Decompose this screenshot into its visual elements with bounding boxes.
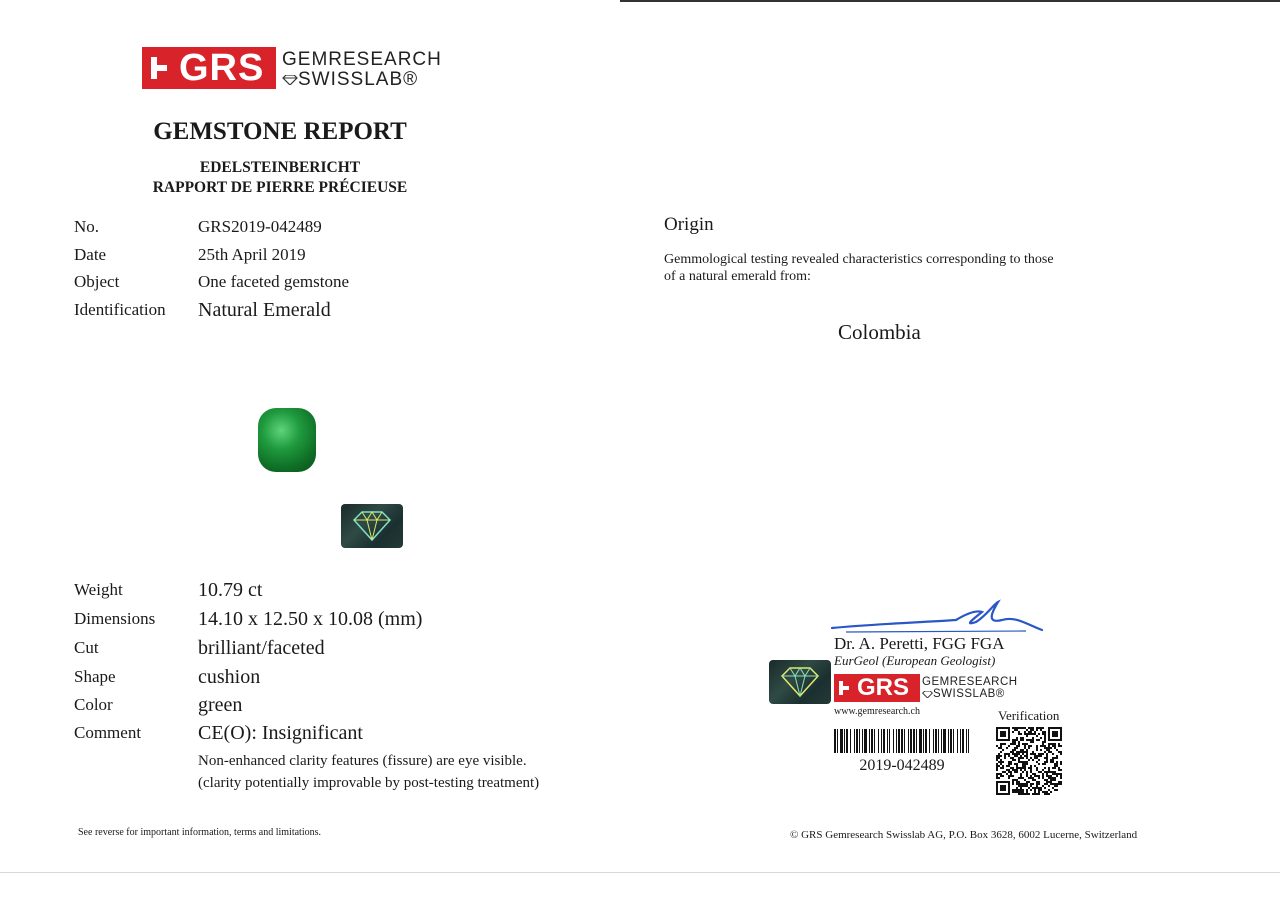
logo-small-line-2-row xyxy=(922,688,1018,700)
comment-notes xyxy=(198,750,539,794)
label-object: Object xyxy=(74,272,120,291)
origin-text-line-1: Gemmological testing revealed characteristics corresponding to those xyxy=(664,252,1054,267)
hologram-diamond-icon xyxy=(350,509,394,543)
hologram-sticker xyxy=(341,504,403,548)
value-cut: brilliant/faceted xyxy=(198,637,325,659)
logo-word-small: GRS xyxy=(857,674,910,701)
value-comment: CE(O): Insignificant xyxy=(198,722,363,744)
comment-note-2: (clarity potentially improvable by post-testing treatment) xyxy=(198,775,540,791)
value-object: One faceted gemstone xyxy=(198,272,350,291)
hologram-diamond-icon-2 xyxy=(778,665,822,699)
label-dimensions: Dimensions xyxy=(74,609,156,628)
report-title: GEMSTONE REPORT xyxy=(153,118,407,145)
subtitle-french: RAPPORT DE PIERRE PRÉCIEUSE xyxy=(152,179,408,196)
verification-label: Verification xyxy=(998,708,1060,723)
label-color: Color xyxy=(74,695,113,714)
origin-text xyxy=(664,251,1104,285)
label-date: Date xyxy=(74,245,107,264)
origin-text-line-2: of a natural emerald from: xyxy=(664,269,811,284)
origin-heading: Origin xyxy=(664,214,714,235)
verification-qr-code[interactable] xyxy=(996,727,1062,795)
logo-subtitle xyxy=(282,50,442,90)
footer-copyright: © GRS Gemresearch Swisslab AG, P.O. Box 3628, 6002 Lucerne, Switzerland xyxy=(790,829,1138,841)
signatory-name: Dr. A. Peretti, FGG FGA xyxy=(834,634,1005,653)
logo-subtitle-small xyxy=(922,676,1018,700)
logo-small-line-2: SWISSLAB® xyxy=(933,688,1005,700)
diamond-icon-small xyxy=(922,691,933,698)
barcode xyxy=(834,729,970,753)
label-shape: Shape xyxy=(74,667,116,686)
swiss-cross-icon-small xyxy=(839,681,853,695)
value-date: 25th April 2019 xyxy=(198,245,306,264)
bottom-rule xyxy=(0,872,1280,873)
origin-country: Colombia xyxy=(838,320,921,344)
value-no: GRS2019-042489 xyxy=(198,217,322,236)
grs-logo xyxy=(142,47,276,89)
label-no: No. xyxy=(74,217,100,236)
subtitle-german: EDELSTEINBERICHT xyxy=(199,159,361,176)
grs-logo-small xyxy=(834,674,920,702)
top-rule xyxy=(620,0,1280,2)
value-dimensions: 14.10 x 12.50 x 10.08 (mm) xyxy=(198,608,423,630)
barcode-number: 2019-042489 xyxy=(859,757,945,774)
logo-word: GRS xyxy=(179,47,265,89)
label-weight: Weight xyxy=(74,580,123,599)
label-cut: Cut xyxy=(74,638,99,657)
logo-small-line-1: GEMRESEARCH xyxy=(922,676,1018,688)
comment-note-1: Non-enhanced clarity features (fissure) are eye visible. xyxy=(198,753,527,769)
signatory-title: EurGeol (European Geologist) xyxy=(834,653,996,668)
label-identification: Identification xyxy=(74,300,166,319)
value-weight: 10.79 ct xyxy=(198,579,263,601)
website-link[interactable]: www.gemresearch.ch xyxy=(834,706,920,717)
label-comment: Comment xyxy=(74,723,142,742)
value-color: green xyxy=(198,694,243,716)
diamond-icon xyxy=(282,75,298,85)
value-shape: cushion xyxy=(198,666,261,688)
hologram-sticker-2 xyxy=(769,660,831,704)
logo-line-2-row xyxy=(282,70,442,90)
emerald-photo xyxy=(258,408,316,472)
swiss-cross-icon xyxy=(151,57,173,79)
logo-line-1: GEMRESEARCH xyxy=(282,49,442,70)
value-identification: Natural Emerald xyxy=(198,299,331,321)
logo-line-2: SWISSLAB® xyxy=(298,69,419,90)
footer-terms-note: See reverse for important information, terms and limitations. xyxy=(78,827,321,838)
